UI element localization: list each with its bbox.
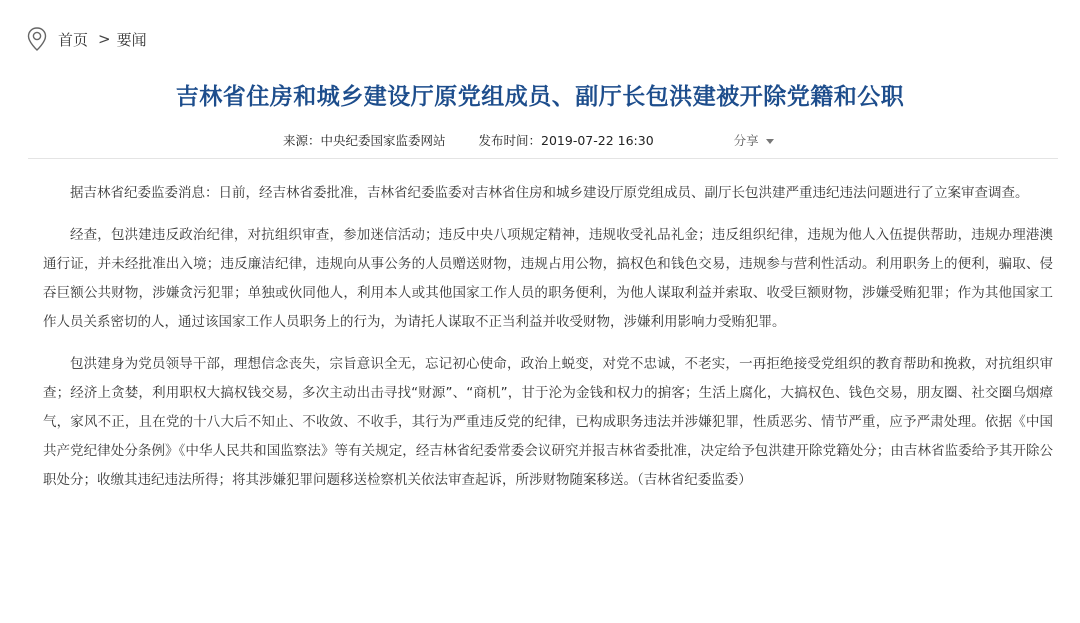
title-divider: [28, 158, 1058, 159]
article-body: [43, 179, 1053, 508]
map-pin-icon: [26, 26, 48, 52]
breadcrumb-current-link[interactable]: 要闻: [116, 30, 147, 49]
article-title: 吉林省住房和城乡建设厅原党组成员、副厅长包洪建被开除党籍和公职: [175, 84, 905, 110]
article-source: 来源：中央纪委国家监委网站: [283, 133, 446, 148]
article-paragraph: 包洪建身为党员领导干部，理想信念丧失，宗旨意识全无，忘记初心使命，政治上蜕变，对党不忠诚，不老实，一再拒绝接受党组织的教育帮助和挽救，对抗组织审查；经济上贪婪，利用职权大搞权钱交易，多次主动出击寻找“财源”、“商机”，甘于沦为金钱和权力的掮客；生活上腐化，大搞权色、钱色交易，朋友圈、社交圈乌烟瘴气，家风不正，且在党的十八大后不知止、不收敛、不收手，其行为严重违反党的纪律，已构成职务违法并涉嫌犯罪，性质恶劣、情节严重，应予严肃处理。依据《中国共产党纪律处分条例》《中华人民共和国监察法》等有关规定，经吉林省纪委常委会议研究并报吉林省委批准，决定给予包洪建开除党籍处分；由吉林省监委给予其开除公职处分；收缴其违纪违法所得；将其涉嫌犯罪问题移送检察机关依法审查起诉，所涉财物随案移送。（吉林省纪委监委）: [43, 356, 1053, 488]
article-paragraph: 经查，包洪建违反政治纪律，对抗组织审查，参加迷信活动；违反中央八项规定精神，违规收受礼品礼金；违反组织纪律，违规为他人入伍提供帮助，违规办理港澳通行证，并未经批准出入境；违反廉洁纪律，违规向从事公务的人员赠送财物，违规占用公物，搞权色和钱色交易，违规参与营利性活动。利用职务上的便利，骗取、侵吞巨额公共财物，涉嫌贪污犯罪；单独或伙同他人，利用本人或其他国家工作人员的职务便利，为他人谋取利益并索取、收受巨额财物，涉嫌受贿犯罪；作为其他国家工作人员关系密切的人，通过该国家工作人员职务上的行为，为请托人谋取不正当利益并收受财物，涉嫌利用影响力受贿犯罪。: [43, 227, 1053, 330]
breadcrumb-separator: >: [98, 30, 111, 48]
caret-down-icon: [766, 139, 774, 144]
article-paragraph: 据吉林省纪委监委消息：日前，经吉林省委批准，吉林省纪委监委对吉林省住房和城乡建设厅原党组成员、副厅长包洪建严重违纪违法问题进行了立案审查调查。: [70, 185, 1029, 201]
breadcrumb-home-link[interactable]: 首页: [58, 30, 89, 49]
article-publish-time: 发布时间：2019-07-22 16:30: [478, 133, 654, 148]
article-meta: [283, 131, 774, 149]
breadcrumb: [26, 26, 147, 52]
share-button[interactable]: [734, 131, 774, 149]
share-label: 分享: [733, 133, 759, 148]
